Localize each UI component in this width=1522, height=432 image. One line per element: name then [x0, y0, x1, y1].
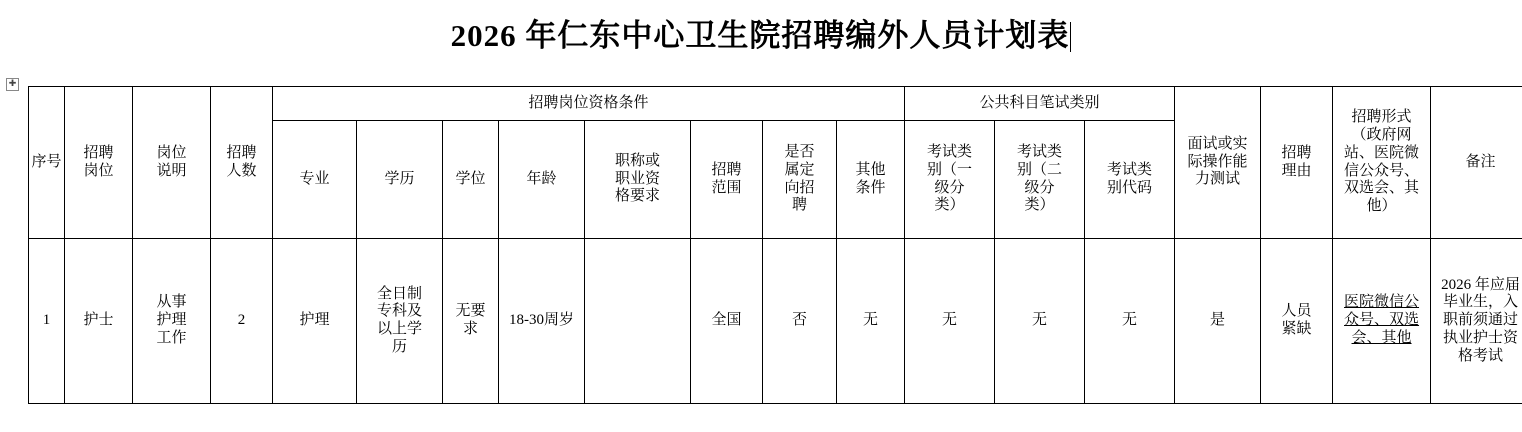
cell-exam-l1: 无: [905, 239, 995, 404]
text-cursor: [1070, 22, 1071, 52]
col-header-form: 招聘形式（政府网站、医院微信公众号、双选会、其他）: [1333, 87, 1431, 239]
cell-exam-l2: 无: [995, 239, 1085, 404]
cell-scope: 全国: [691, 239, 763, 404]
col-header-group-qualification: 招聘岗位资格条件: [273, 87, 905, 121]
col-header-education: 学历: [357, 121, 443, 239]
cell-form: 医院微信公众号、双选会、其他: [1333, 239, 1431, 404]
table-header-group-row: [29, 87, 1522, 121]
col-header-interview: 面试或实际操作能力测试: [1175, 87, 1261, 239]
recruitment-plan-table: [28, 86, 1522, 404]
cell-interview: 是: [1175, 239, 1261, 404]
col-header-group-public-exam: 公共科目笔试类别: [905, 87, 1175, 121]
page-title: [0, 0, 1522, 61]
col-header-major: 专业: [273, 121, 357, 239]
cell-major: 护理: [273, 239, 357, 404]
table-row: [29, 239, 1522, 404]
col-header-other-cond: 其他条件: [837, 121, 905, 239]
cell-post-desc: 从事护理工作: [133, 239, 211, 404]
col-header-age: 年龄: [499, 121, 585, 239]
col-header-headcount: 招聘人数: [211, 87, 273, 239]
col-header-post-desc: 岗位说明: [133, 87, 211, 239]
table-move-handle-icon[interactable]: ✚: [6, 78, 19, 91]
cell-remark: 2026 年应届毕业生，入职前须通过执业护士资格考试: [1431, 239, 1522, 404]
col-header-exam-code: 考试类别代码: [1085, 121, 1175, 239]
col-header-exam-l1: 考试类别（一级分类）: [905, 121, 995, 239]
col-header-reason: 招聘理由: [1261, 87, 1333, 239]
cell-reason: 人员紧缺: [1261, 239, 1333, 404]
col-header-remark: 备注: [1431, 87, 1522, 239]
cell-no: 1: [29, 239, 65, 404]
cell-degree: 无要求: [443, 239, 499, 404]
col-header-directed: 是否属定向招聘: [763, 121, 837, 239]
col-header-degree: 学位: [443, 121, 499, 239]
cell-post: 护士: [65, 239, 133, 404]
cell-directed: 否: [763, 239, 837, 404]
recruitment-plan-table-wrapper: [28, 86, 1520, 404]
col-header-exam-l2: 考试类别（二级分类）: [995, 121, 1085, 239]
col-header-no: 序号: [29, 87, 65, 239]
cell-age: 18-30周岁: [499, 239, 585, 404]
cell-title-cert: [585, 239, 691, 404]
col-header-title-cert: 职称或职业资格要求: [585, 121, 691, 239]
col-header-scope: 招聘范围: [691, 121, 763, 239]
cell-education: 全日制专科及以上学历: [357, 239, 443, 404]
cell-other-cond: 无: [837, 239, 905, 404]
page-title-text: 2026 年仁东中心卫生院招聘编外人员计划表: [450, 18, 1070, 53]
cell-headcount: 2: [211, 239, 273, 404]
cell-exam-code: 无: [1085, 239, 1175, 404]
col-header-post: 招聘岗位: [65, 87, 133, 239]
